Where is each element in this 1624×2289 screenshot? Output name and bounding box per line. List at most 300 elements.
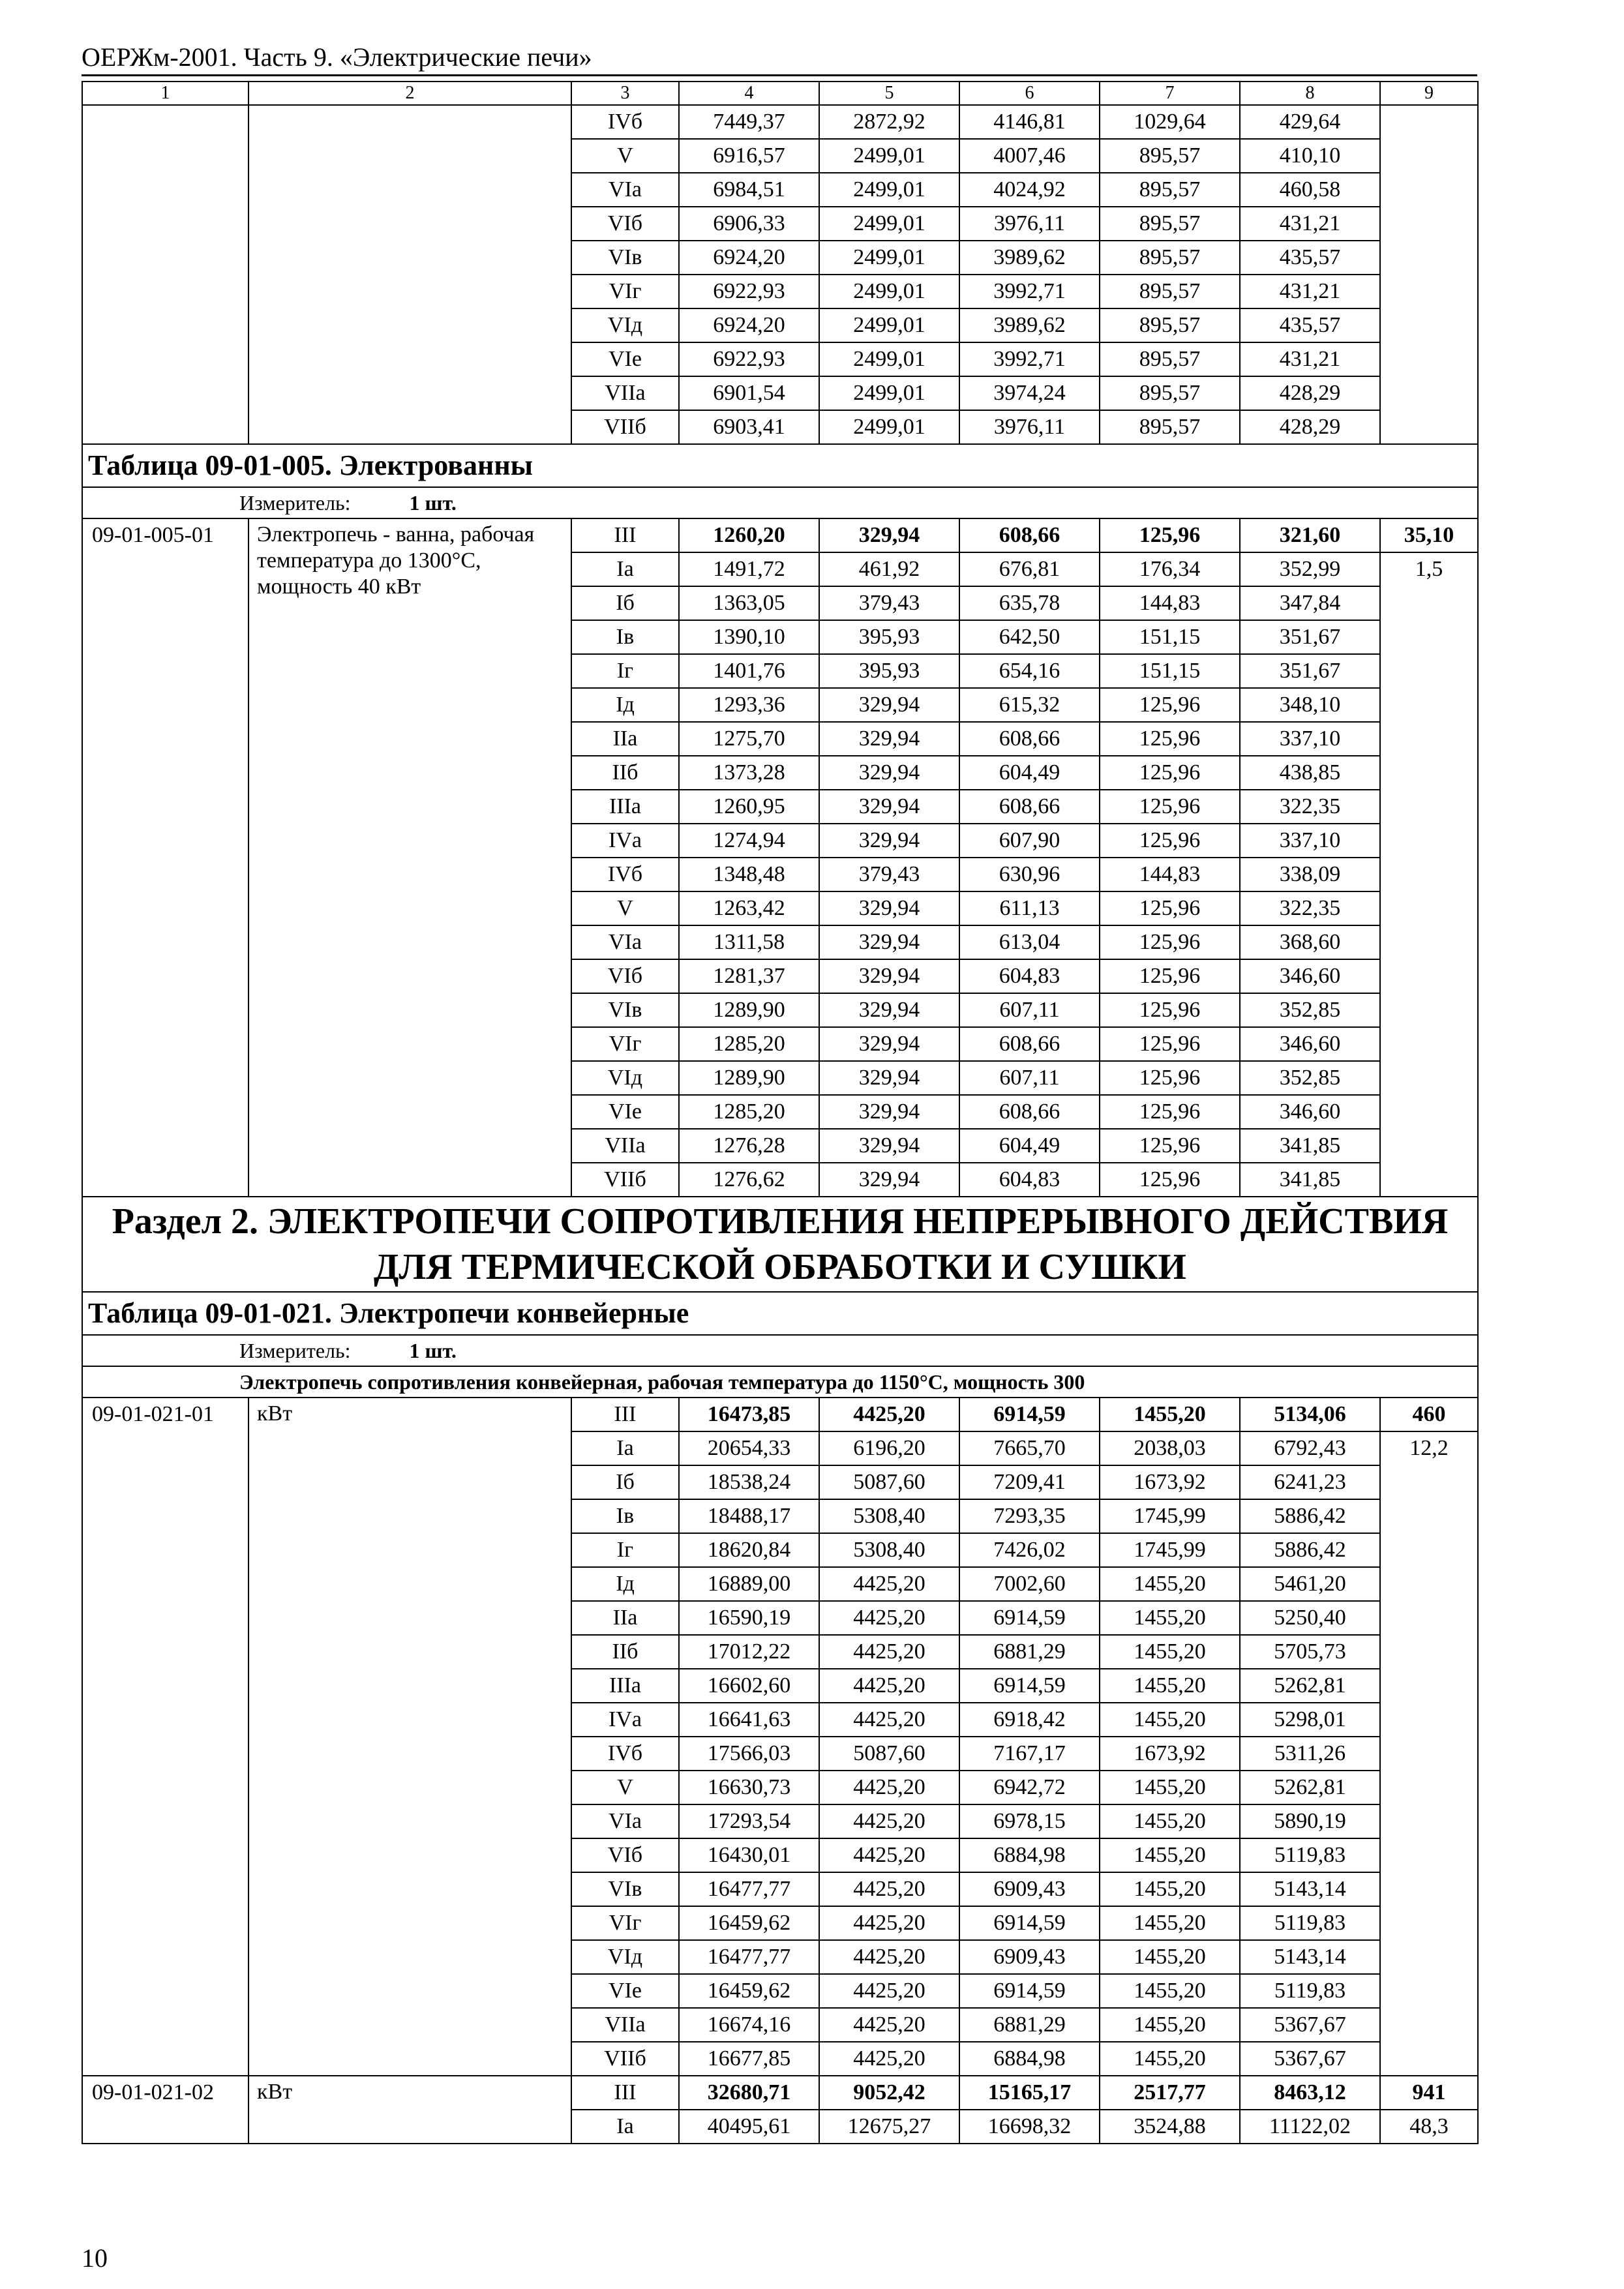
price-value: 7209,41 (959, 1465, 1100, 1499)
price-value: 1455,20 (1100, 1974, 1240, 2008)
price-value: 329,94 (819, 1163, 959, 1197)
price-value: 379,43 (819, 586, 959, 620)
price-value: 18488,17 (679, 1499, 819, 1533)
unit-value: 1 шт. (409, 491, 457, 515)
price-value: 125,96 (1100, 790, 1240, 824)
region-code: III (571, 518, 679, 552)
price-value: 2499,01 (819, 139, 959, 173)
price-value: 2499,01 (819, 308, 959, 342)
price-value: 125,96 (1100, 1163, 1240, 1197)
price-value: 125,96 (1100, 959, 1240, 993)
price-value: 338,09 (1240, 858, 1380, 891)
price-value: 895,57 (1100, 308, 1240, 342)
column-number-row (82, 82, 1478, 105)
region-code: Iа (571, 552, 679, 586)
price-value: 16430,01 (679, 1838, 819, 1872)
price-value: 329,94 (819, 1129, 959, 1163)
price-value: 2038,03 (1100, 1431, 1240, 1465)
region-code: Iг (571, 654, 679, 688)
price-value: 1455,20 (1100, 1703, 1240, 1737)
region-code: VIIа (571, 1129, 679, 1163)
price-value: 3989,62 (959, 241, 1100, 275)
price-value: 1281,37 (679, 959, 819, 993)
region-code: VIв (571, 241, 679, 275)
price-value: 395,93 (819, 620, 959, 654)
price-value: 7293,35 (959, 1499, 1100, 1533)
price-value: 676,81 (959, 552, 1100, 586)
price-value: 125,96 (1100, 688, 1240, 722)
price-value: 461,92 (819, 552, 959, 586)
region-code: IIб (571, 1635, 679, 1669)
region-code: Iа (571, 1431, 679, 1465)
rates-table (82, 81, 1479, 2144)
price-value: 16698,32 (959, 2110, 1100, 2144)
region-code: VIIа (571, 376, 679, 410)
price-value: 6884,98 (959, 1838, 1100, 1872)
region-code: VIд (571, 1940, 679, 1974)
price-value: 895,57 (1100, 139, 1240, 173)
price-value: 40495,61 (679, 2110, 819, 2144)
price-value: 16889,00 (679, 1567, 819, 1601)
table-title: Таблица 09-01-005. Электрованны (82, 444, 1478, 487)
price-value: 329,94 (819, 518, 959, 552)
extra-value: 48,3 (1380, 2110, 1478, 2144)
price-value: 125,96 (1100, 891, 1240, 925)
price-value: 4007,46 (959, 139, 1100, 173)
price-value: 1293,36 (679, 688, 819, 722)
price-value: 3992,71 (959, 342, 1100, 376)
extra-value: 12,2 (1380, 1431, 1478, 2076)
extra-value: 460 (1380, 1398, 1478, 1431)
price-value: 4425,20 (819, 1838, 959, 1872)
price-value: 5890,19 (1240, 1804, 1380, 1838)
price-value: 438,85 (1240, 756, 1380, 790)
price-value: 6881,29 (959, 2008, 1100, 2042)
price-value: 607,11 (959, 993, 1100, 1027)
price-value: 2499,01 (819, 241, 959, 275)
price-value: 1455,20 (1100, 1567, 1240, 1601)
table-row (82, 1398, 1478, 1431)
region-code: VIа (571, 1804, 679, 1838)
price-value: 1455,20 (1100, 1804, 1240, 1838)
price-value: 341,85 (1240, 1163, 1380, 1197)
price-value: 351,67 (1240, 654, 1380, 688)
price-value: 4425,20 (819, 1635, 959, 1669)
price-value: 895,57 (1100, 173, 1240, 207)
unit-value: 1 шт. (409, 1339, 457, 1362)
price-value: 895,57 (1100, 241, 1240, 275)
price-value: 410,10 (1240, 139, 1380, 173)
region-code: VIа (571, 173, 679, 207)
price-value: 608,66 (959, 1095, 1100, 1129)
price-value: 6924,20 (679, 241, 819, 275)
item-description: кВт (248, 2076, 571, 2144)
price-value: 613,04 (959, 925, 1100, 959)
price-value: 630,96 (959, 858, 1100, 891)
price-value: 6906,33 (679, 207, 819, 241)
price-value: 1455,20 (1100, 1635, 1240, 1669)
unit-cell (82, 487, 1478, 518)
region-code: Iг (571, 1533, 679, 1567)
price-value: 4425,20 (819, 1771, 959, 1804)
price-value: 125,96 (1100, 722, 1240, 756)
price-value: 329,94 (819, 824, 959, 858)
price-value: 1455,20 (1100, 1771, 1240, 1804)
price-value: 895,57 (1100, 207, 1240, 241)
price-value: 2872,92 (819, 105, 959, 139)
price-value: 322,35 (1240, 790, 1380, 824)
price-value: 341,85 (1240, 1129, 1380, 1163)
price-value: 7426,02 (959, 1533, 1100, 1567)
region-code: IIа (571, 722, 679, 756)
region-code: VIг (571, 1027, 679, 1061)
price-value: 5143,14 (1240, 1872, 1380, 1906)
price-value: 348,10 (1240, 688, 1380, 722)
item-description (248, 105, 571, 444)
price-value: 607,11 (959, 1061, 1100, 1095)
table-title-row (82, 1292, 1478, 1335)
price-value: 5886,42 (1240, 1499, 1380, 1533)
price-value: 7167,17 (959, 1737, 1100, 1771)
price-value: 6792,43 (1240, 1431, 1380, 1465)
unit-row (82, 487, 1478, 518)
price-value: 125,96 (1100, 1129, 1240, 1163)
price-value: 322,35 (1240, 891, 1380, 925)
region-code: Iд (571, 688, 679, 722)
price-value: 395,93 (819, 654, 959, 688)
price-value: 125,96 (1100, 1061, 1240, 1095)
price-value: 18620,84 (679, 1533, 819, 1567)
price-value: 5886,42 (1240, 1533, 1380, 1567)
price-value: 1348,48 (679, 858, 819, 891)
region-code: VIб (571, 959, 679, 993)
price-value: 431,21 (1240, 207, 1380, 241)
column-number: 2 (248, 82, 571, 105)
price-value: 5367,67 (1240, 2008, 1380, 2042)
price-value: 428,29 (1240, 410, 1380, 444)
price-value: 321,60 (1240, 518, 1380, 552)
region-code: IVа (571, 1703, 679, 1737)
extra-value: 941 (1380, 2076, 1478, 2110)
region-code: VIе (571, 1974, 679, 2008)
price-value: 1275,70 (679, 722, 819, 756)
region-code: IIб (571, 756, 679, 790)
region-code: IIIа (571, 1669, 679, 1703)
price-value: 4425,20 (819, 1669, 959, 1703)
price-value: 20654,33 (679, 1431, 819, 1465)
price-value: 17293,54 (679, 1804, 819, 1838)
item-code: 09-01-005-01 (82, 518, 248, 1197)
price-value: 329,94 (819, 1027, 959, 1061)
price-value: 6918,42 (959, 1703, 1100, 1737)
price-value: 16459,62 (679, 1906, 819, 1940)
price-value: 16590,19 (679, 1601, 819, 1635)
price-value: 5705,73 (1240, 1635, 1380, 1669)
price-value: 5134,06 (1240, 1398, 1380, 1431)
price-value: 6903,41 (679, 410, 819, 444)
header-rule (82, 74, 1477, 76)
region-code: Iд (571, 1567, 679, 1601)
price-value: 329,94 (819, 993, 959, 1027)
price-value: 125,96 (1100, 925, 1240, 959)
price-value: 5308,40 (819, 1499, 959, 1533)
price-value: 1311,58 (679, 925, 819, 959)
region-code: Iб (571, 586, 679, 620)
price-value: 4425,20 (819, 1703, 959, 1737)
price-value: 1373,28 (679, 756, 819, 790)
price-value: 3974,24 (959, 376, 1100, 410)
price-value: 1029,64 (1100, 105, 1240, 139)
price-value: 1401,76 (679, 654, 819, 688)
price-value: 329,94 (819, 891, 959, 925)
price-value: 15165,17 (959, 2076, 1100, 2110)
price-value: 1455,20 (1100, 1601, 1240, 1635)
price-value: 4425,20 (819, 1974, 959, 2008)
price-value: 16459,62 (679, 1974, 819, 2008)
price-value: 1289,90 (679, 993, 819, 1027)
price-value: 435,57 (1240, 308, 1380, 342)
price-value: 7665,70 (959, 1431, 1100, 1465)
price-value: 4146,81 (959, 105, 1100, 139)
price-value: 431,21 (1240, 275, 1380, 308)
table-row (82, 105, 1478, 139)
region-code: VIIб (571, 410, 679, 444)
extra-value: 1,5 (1380, 552, 1478, 1197)
price-value: 1263,42 (679, 891, 819, 925)
price-value: 3989,62 (959, 308, 1100, 342)
region-code: IIIа (571, 790, 679, 824)
price-value: 329,94 (819, 722, 959, 756)
item-code: 09-01-021-02 (82, 2076, 248, 2144)
region-code: V (571, 891, 679, 925)
region-code: VIд (571, 1061, 679, 1095)
price-value: 4425,20 (819, 1398, 959, 1431)
price-value: 6196,20 (819, 1431, 959, 1465)
table-title-row (82, 444, 1478, 487)
price-value: 329,94 (819, 1061, 959, 1095)
price-value: 176,34 (1100, 552, 1240, 586)
subheader-row (82, 1366, 1478, 1398)
price-value: 6914,59 (959, 1906, 1100, 1940)
price-value: 604,83 (959, 959, 1100, 993)
column-number: 4 (679, 82, 819, 105)
column-number: 1 (82, 82, 248, 105)
region-code: VIд (571, 308, 679, 342)
price-value: 16477,77 (679, 1872, 819, 1906)
price-value: 6916,57 (679, 139, 819, 173)
price-value: 1260,20 (679, 518, 819, 552)
region-code: VIг (571, 275, 679, 308)
price-value: 5262,81 (1240, 1669, 1380, 1703)
region-code: Iа (571, 2110, 679, 2144)
price-value: 12675,27 (819, 2110, 959, 2144)
column-number: 6 (959, 82, 1100, 105)
price-value: 3992,71 (959, 275, 1100, 308)
price-value: 151,15 (1100, 620, 1240, 654)
price-value: 604,49 (959, 1129, 1100, 1163)
price-value: 895,57 (1100, 376, 1240, 410)
price-value: 6884,98 (959, 2042, 1100, 2076)
price-value: 2499,01 (819, 207, 959, 241)
price-value: 6914,59 (959, 1601, 1100, 1635)
price-value: 125,96 (1100, 824, 1240, 858)
item-code (82, 105, 248, 444)
region-code: VIг (571, 1906, 679, 1940)
item-description: кВт (248, 1398, 571, 2076)
price-value: 3524,88 (1100, 2110, 1240, 2144)
price-value: 460,58 (1240, 173, 1380, 207)
price-value: 2499,01 (819, 275, 959, 308)
price-value: 6914,59 (959, 1669, 1100, 1703)
table-row (82, 518, 1478, 552)
price-value: 6901,54 (679, 376, 819, 410)
extra-value (1380, 105, 1478, 444)
region-code: VIIа (571, 2008, 679, 2042)
price-value: 608,66 (959, 722, 1100, 756)
price-value: 895,57 (1100, 410, 1240, 444)
price-value: 1673,92 (1100, 1737, 1240, 1771)
region-code: IVб (571, 1737, 679, 1771)
price-value: 351,67 (1240, 620, 1380, 654)
price-value: 125,96 (1100, 756, 1240, 790)
price-value: 5308,40 (819, 1533, 959, 1567)
price-value: 2517,77 (1100, 2076, 1240, 2110)
price-value: 368,60 (1240, 925, 1380, 959)
price-value: 4425,20 (819, 1940, 959, 1974)
price-value: 5367,67 (1240, 2042, 1380, 2076)
price-value: 8463,12 (1240, 2076, 1380, 2110)
price-value: 16677,85 (679, 2042, 819, 2076)
region-code: VIв (571, 1872, 679, 1906)
price-value: 1455,20 (1100, 1398, 1240, 1431)
price-value: 6909,43 (959, 1940, 1100, 1974)
page-number: 10 (82, 2243, 108, 2273)
region-code: VIа (571, 925, 679, 959)
price-value: 7449,37 (679, 105, 819, 139)
price-value: 431,21 (1240, 342, 1380, 376)
section-row (82, 1197, 1478, 1292)
price-value: 5298,01 (1240, 1703, 1380, 1737)
price-value: 4425,20 (819, 1567, 959, 1601)
price-value: 1673,92 (1100, 1465, 1240, 1499)
price-value: 2499,01 (819, 173, 959, 207)
region-code: Iв (571, 1499, 679, 1533)
item-code: 09-01-021-01 (82, 1398, 248, 2076)
price-value: 608,66 (959, 1027, 1100, 1061)
price-value: 895,57 (1100, 342, 1240, 376)
price-value: 151,15 (1100, 654, 1240, 688)
price-value: 16477,77 (679, 1940, 819, 1974)
price-value: 4024,92 (959, 173, 1100, 207)
price-value: 1274,94 (679, 824, 819, 858)
price-value: 6881,29 (959, 1635, 1100, 1669)
price-value: 1455,20 (1100, 1838, 1240, 1872)
price-value: 125,96 (1100, 518, 1240, 552)
price-value: 9052,42 (819, 2076, 959, 2110)
price-value: 1455,20 (1100, 1906, 1240, 1940)
price-value: 6909,43 (959, 1872, 1100, 1906)
section-title: Раздел 2. ЭЛЕКТРОПЕЧИ СОПРОТИВЛЕНИЯ НЕПРЕРЫВНОГО ДЕЙСТВИЯ ДЛЯ ТЕРМИЧЕСКОЙ ОБРАБОТКИ И СУШКИ (82, 1197, 1478, 1292)
column-number: 5 (819, 82, 959, 105)
price-value: 1455,20 (1100, 1669, 1240, 1703)
price-value: 5087,60 (819, 1465, 959, 1499)
price-value: 604,49 (959, 756, 1100, 790)
table-subheader: Электропечь сопротивления конвейерная, рабочая температура до 1150°С, мощность 300 (82, 1366, 1478, 1398)
region-code: IVб (571, 105, 679, 139)
price-value: 435,57 (1240, 241, 1380, 275)
price-value: 17566,03 (679, 1737, 819, 1771)
unit-label: Измеритель: (239, 1339, 351, 1362)
price-value: 1285,20 (679, 1095, 819, 1129)
price-value: 5250,40 (1240, 1601, 1380, 1635)
price-value: 2499,01 (819, 342, 959, 376)
column-number: 7 (1100, 82, 1240, 105)
price-value: 429,64 (1240, 105, 1380, 139)
price-value: 6914,59 (959, 1398, 1100, 1431)
price-value: 4425,20 (819, 2008, 959, 2042)
price-value: 2499,01 (819, 376, 959, 410)
price-value: 329,94 (819, 1095, 959, 1129)
price-value: 3976,11 (959, 410, 1100, 444)
price-value: 604,83 (959, 1163, 1100, 1197)
price-value: 16473,85 (679, 1398, 819, 1431)
price-value: 3976,11 (959, 207, 1100, 241)
price-value: 635,78 (959, 586, 1100, 620)
price-value: 125,96 (1100, 993, 1240, 1027)
price-value: 379,43 (819, 858, 959, 891)
price-value: 329,94 (819, 756, 959, 790)
price-value: 337,10 (1240, 824, 1380, 858)
price-value: 607,90 (959, 824, 1100, 858)
page-header: ОЕРЖм-2001. Часть 9. «Электрические печи» (82, 42, 592, 72)
price-value: 5311,26 (1240, 1737, 1380, 1771)
price-value: 1276,62 (679, 1163, 819, 1197)
price-value: 6978,15 (959, 1804, 1100, 1838)
price-value: 6922,93 (679, 275, 819, 308)
price-value: 125,96 (1100, 1095, 1240, 1129)
price-value: 6241,23 (1240, 1465, 1380, 1499)
unit-label: Измеритель: (239, 491, 351, 515)
price-value: 5262,81 (1240, 1771, 1380, 1804)
price-value: 346,60 (1240, 1095, 1380, 1129)
price-value: 144,83 (1100, 586, 1240, 620)
price-value: 1745,99 (1100, 1499, 1240, 1533)
price-value: 352,99 (1240, 552, 1380, 586)
price-value: 352,85 (1240, 993, 1380, 1027)
unit-row (82, 1335, 1478, 1366)
price-value: 337,10 (1240, 722, 1380, 756)
price-value: 6924,20 (679, 308, 819, 342)
price-value: 4425,20 (819, 1601, 959, 1635)
price-value: 5087,60 (819, 1737, 959, 1771)
price-value: 4425,20 (819, 1872, 959, 1906)
price-value: 16630,73 (679, 1771, 819, 1804)
region-code: IIа (571, 1601, 679, 1635)
price-value: 1285,20 (679, 1027, 819, 1061)
price-value: 6984,51 (679, 173, 819, 207)
price-value: 642,50 (959, 620, 1100, 654)
extra-value: 35,10 (1380, 518, 1478, 552)
price-value: 1455,20 (1100, 2042, 1240, 2076)
price-value: 1289,90 (679, 1061, 819, 1095)
price-value: 5143,14 (1240, 1940, 1380, 1974)
price-value: 4425,20 (819, 1906, 959, 1940)
price-value: 1455,20 (1100, 1872, 1240, 1906)
price-value: 11122,02 (1240, 2110, 1380, 2144)
price-value: 125,96 (1100, 1027, 1240, 1061)
price-value: 4425,20 (819, 2042, 959, 2076)
region-code: IVб (571, 858, 679, 891)
